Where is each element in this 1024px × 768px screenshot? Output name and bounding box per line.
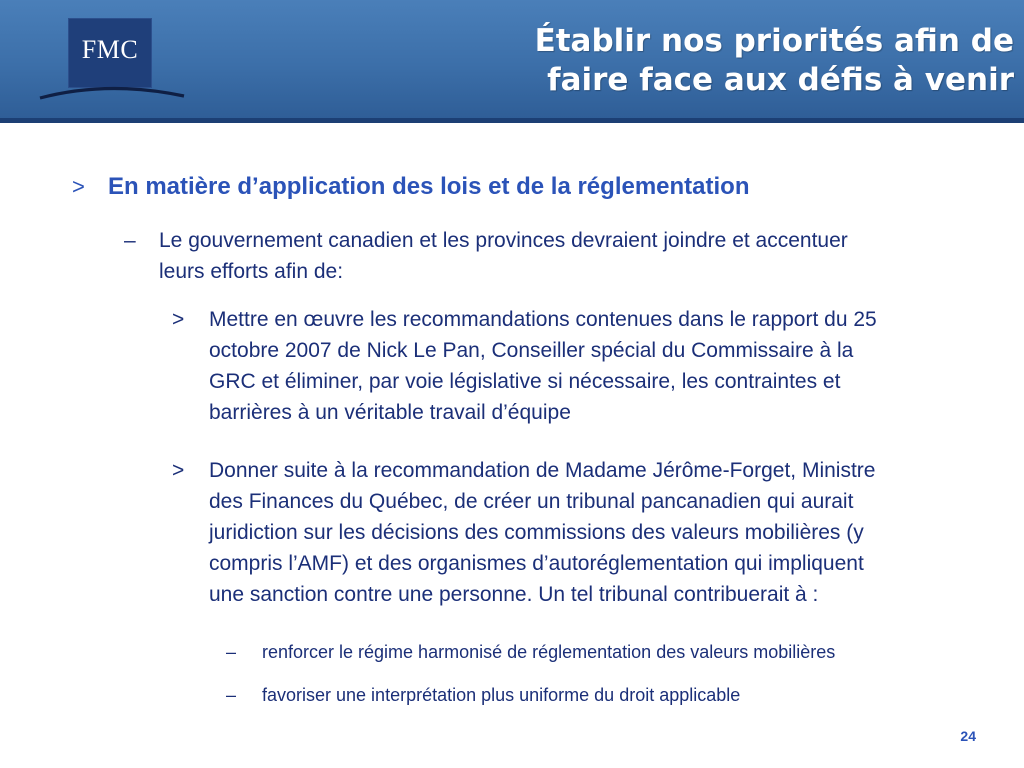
list-item-level4 xyxy=(0,681,1024,709)
text-line: Le gouvernement canadien et les provinces devraient joindre et accentuer xyxy=(159,229,848,252)
bullet-marker: > xyxy=(72,174,85,199)
page-number: 24 xyxy=(960,728,976,744)
text-line: barrières à un véritable travail d’équipe xyxy=(209,401,571,424)
title-line-1: Établir nos priorités afin de xyxy=(534,23,1014,59)
text-line: une sanction contre une personne. Un tel tribunal contribuerait à : xyxy=(209,583,819,606)
text-line: compris l’AMF) et des organismes d’autoréglementation qui impliquent xyxy=(209,552,864,575)
bullet-marker: > xyxy=(172,308,185,331)
text-line: GRC et éliminer, par voie législative si nécessaire, les contraintes et xyxy=(209,370,841,393)
text-line: des Finances du Québec, de créer un tribunal pancanadien qui aurait xyxy=(209,490,854,513)
fmc-logo xyxy=(68,18,152,88)
list-item-level2 xyxy=(0,225,1024,287)
heading-bullet-item xyxy=(0,172,1024,202)
text-line: Mettre en œuvre les recommandations contenues dans le rapport du 25 xyxy=(209,308,877,331)
subsub2-text: favoriser une interprétation plus uniforme du droit applicable xyxy=(262,685,741,705)
bullet-marker: > xyxy=(172,459,185,482)
logo-swoosh-icon xyxy=(38,84,188,102)
slide-title xyxy=(294,22,1014,100)
text-line: octobre 2007 de Nick Le Pan, Conseiller spécial du Commissaire à la xyxy=(209,339,854,362)
dash-marker: – xyxy=(226,685,237,705)
subsub1-text: renforcer le régime harmonisé de réglementation des valeurs mobilières xyxy=(262,642,836,662)
list-item-level4 xyxy=(0,638,1024,666)
text-line: Donner suite à la recommandation de Madame Jérôme-Forget, Ministre xyxy=(209,459,876,482)
heading-text: En matière d’application des lois et de la réglementation xyxy=(108,173,750,200)
dash-marker: – xyxy=(124,229,136,252)
sub2-text xyxy=(209,455,999,610)
text-line: leurs efforts afin de: xyxy=(159,260,344,283)
item1-text xyxy=(159,225,979,287)
text-line: juridiction sur les décisions des commissions des valeurs mobilières (y xyxy=(209,521,864,544)
dash-marker: – xyxy=(226,642,237,662)
title-line-2: faire face aux défis à venir xyxy=(547,62,1014,98)
logo-text: FMC xyxy=(81,35,139,64)
sub1-text xyxy=(209,304,999,428)
list-item-level3 xyxy=(0,304,1024,428)
header-band xyxy=(0,0,1024,123)
list-item-level3 xyxy=(0,455,1024,610)
